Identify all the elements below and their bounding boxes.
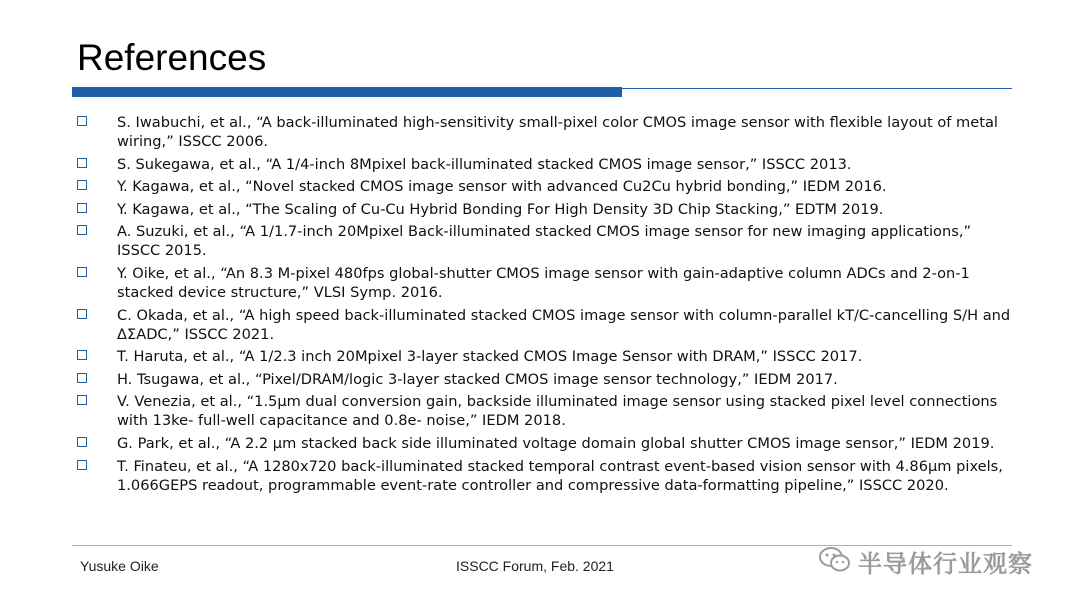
reference-item [76,347,1016,366]
square-bullet-icon [77,158,87,168]
square-bullet-icon [77,373,87,383]
title-underline [72,87,1012,97]
reference-item [76,177,1016,196]
square-bullet-icon [77,437,87,447]
reference-item [76,306,1016,344]
watermark-text: 半导体行业观察 [858,550,1033,578]
reference-text: G. Park, et al., “A 2.2 μm stacked back side illuminated voltage domain global shutter CMOS image sensor,” IEDM 2019. [117,434,995,452]
reference-item [76,370,1016,389]
square-bullet-icon [77,203,87,213]
reference-text: S. Sukegawa, et al., “A 1/4-inch 8Mpixel back-illuminated stacked CMOS image sensor,” ISSCC 2013. [117,155,852,173]
reference-text: T. Finateu, et al., “A 1280x720 back-illuminated stacked temporal contrast event-based vision sensor with 4.86μm pixels, 1.066GEPS readout, programmable event-rate controller and compressive data-formatting pipeline,” ISSCC 2020. [117,457,1003,494]
reference-item [76,113,1016,151]
reference-text: V. Venezia, et al., “1.5μm dual conversion gain, backside illuminated image sensor using stacked pixel level connections with 13ke- full-well capacitance and 0.8e- noise,” IEDM 2018. [117,393,998,430]
watermark [818,540,1048,580]
title-underline-thin [622,88,1012,89]
square-bullet-icon [77,116,87,126]
reference-text: Y. Oike, et al., “An 8.3 M-pixel 480fps global-shutter CMOS image sensor with gain-adaptive column ADCs and 2-on-1 stacked device structure,” VLSI Symp. 2016. [117,264,970,301]
wechat-icon [818,546,852,574]
reference-text: H. Tsugawa, et al., “Pixel/DRAM/logic 3-layer stacked CMOS image sensor technology,” IEDM 2017. [117,370,838,388]
reference-item [76,155,1016,174]
square-bullet-icon [77,460,87,470]
reference-list [76,113,1016,498]
reference-item [76,392,1016,430]
reference-item [76,434,1016,453]
square-bullet-icon [77,309,87,319]
square-bullet-icon [77,350,87,360]
reference-text: Y. Kagawa, et al., “Novel stacked CMOS image sensor with advanced Cu2Cu hybrid bonding,” IEDM 2016. [117,178,887,196]
reference-item [76,457,1016,495]
slide-title: References [77,37,267,78]
reference-text: C. Okada, et al., “A high speed back-illuminated stacked CMOS image sensor with column-parallel kT/C-cancelling S/H and ΔΣADC,” ISSCC 2021. [117,306,1011,343]
square-bullet-icon [77,267,87,277]
reference-text: A. Suzuki, et al., “A 1/1.7-inch 20Mpixel Back-illuminated stacked CMOS image sensor for new imaging applications,” ISSCC 2015. [117,223,972,260]
square-bullet-icon [77,395,87,405]
footer-event: ISSCC Forum, Feb. 2021 [456,558,614,574]
title-underline-thick [72,87,622,97]
reference-text: T. Haruta, et al., “A 1/2.3 inch 20Mpixel 3-layer stacked CMOS Image Sensor with DRAM,” ISSCC 2017. [117,348,863,366]
reference-item [76,222,1016,260]
reference-item [76,200,1016,219]
square-bullet-icon [77,225,87,235]
square-bullet-icon [77,180,87,190]
reference-text: S. Iwabuchi, et al., “A back-illuminated high-sensitivity small-pixel color CMOS image sensor with flexible layout of metal wiring,” ISSCC 2006. [117,114,998,150]
footer-author: Yusuke Oike [80,558,159,574]
reference-text: Y. Kagawa, et al., “The Scaling of Cu-Cu Hybrid Bonding For High Density 3D Chip Stacking,” EDTM 2019. [117,200,884,218]
reference-item [76,264,1016,302]
